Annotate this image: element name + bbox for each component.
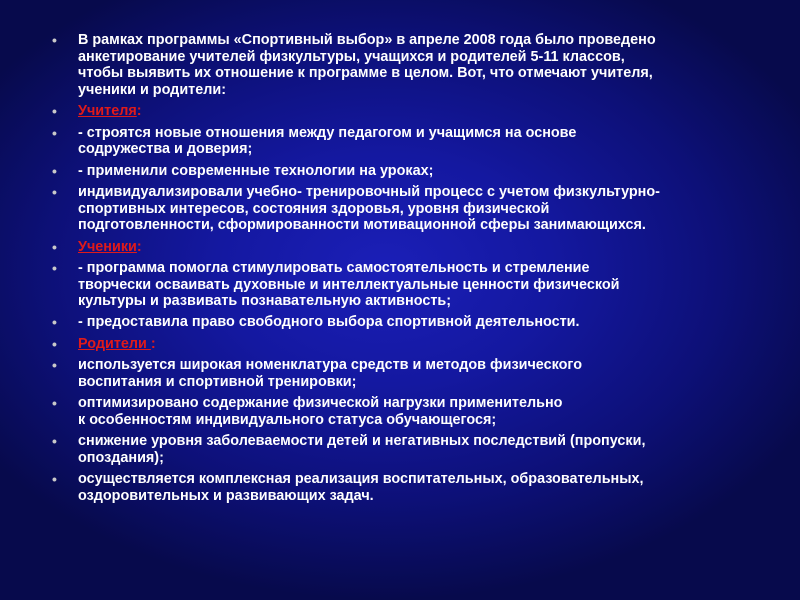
parents-heading-label: Родители: [78, 335, 151, 352]
bullet-item-parents-1: [52, 357, 752, 390]
bullet-icon: •: [52, 183, 57, 200]
parents-heading-colon: :: [150, 335, 156, 352]
parents-point-2: оптимизировано содержание физической нагрузки применительно к особенностям индивидуального статуса обучающегося;: [78, 395, 563, 428]
bullet-item-parents-2: [52, 395, 752, 428]
bullet-item-teachers-heading: [52, 103, 752, 120]
teachers-point-2: - применили современные технологии на уроках;: [78, 162, 434, 179]
bullet-icon: •: [52, 103, 57, 120]
bullet-list: [52, 32, 752, 509]
students-heading-label: Ученики: [78, 238, 137, 255]
bullet-icon: •: [52, 357, 57, 374]
bullet-item-parents-heading: [52, 336, 752, 353]
bullet-icon: •: [52, 124, 57, 141]
bullet-icon: •: [52, 314, 57, 331]
bullet-icon: •: [52, 395, 57, 412]
students-point-2: - предоставила право свободного выбора спортивной деятельности.: [78, 314, 580, 331]
bullet-icon: •: [52, 335, 57, 352]
students-point-1: - программа помогла стимулировать самостоятельность и стремление творчески осваивать духовные и интеллектуальные ценности физической культуры и развивать познавательную активность;: [78, 259, 620, 310]
bullet-item-parents-3: [52, 433, 752, 466]
parents-heading: [78, 336, 752, 353]
bullet-icon: •: [52, 162, 57, 179]
teachers-heading-label: Учителя: [78, 103, 137, 120]
teachers-heading: [78, 103, 752, 120]
teachers-point-1: - строятся новые отношения между педагогом и учащимся на основе содружества и доверия;: [78, 124, 577, 158]
bullet-icon: •: [52, 471, 57, 488]
bullet-icon: •: [52, 32, 57, 48]
bullet-item-students-1: [52, 260, 752, 310]
bullet-item-teachers-1: [52, 125, 752, 158]
teachers-point-3: индивидуализировали учебно- тренировочный процесс с учетом физкультурно- спортивных интересов, состояния здоровья, уровня физической подготовленности, сформированности мотивационной сферы занимающихся.: [78, 183, 660, 234]
intro-text: В рамках программы «Спортивный выбор» в апреле 2008 года было проведено анкетирование учителей физкультуры, учащихся и родителей 5-11 классов, чтобы выявить их отношение к программе в целом. Вот, что отмечают учителя, ученики и родители:: [78, 32, 656, 98]
bullet-item-teachers-3: [52, 184, 752, 234]
teachers-heading-colon: :: [136, 103, 142, 120]
bullet-item-students-heading: [52, 239, 752, 256]
parents-point-3: снижение уровня заболеваемости детей и негативных последствий (пропуски, опоздания);: [78, 433, 646, 466]
bullet-icon: •: [52, 238, 57, 255]
parents-point-1: используется широкая номенклатура средств и методов физического воспитания и спортивной тренировки;: [78, 357, 583, 390]
parents-point-4: осуществляется комплексная реализация воспитательных, образовательных, оздоровительных и развивающих задач.: [78, 471, 644, 504]
students-heading-colon: :: [136, 238, 142, 255]
bullet-item-intro: [52, 32, 752, 98]
bullet-icon: •: [52, 259, 57, 276]
bullet-icon: •: [52, 433, 57, 450]
bullet-item-teachers-2: [52, 163, 752, 180]
bullet-item-students-2: [52, 314, 752, 331]
bullet-item-parents-4: [52, 471, 752, 504]
students-heading: [78, 239, 752, 256]
